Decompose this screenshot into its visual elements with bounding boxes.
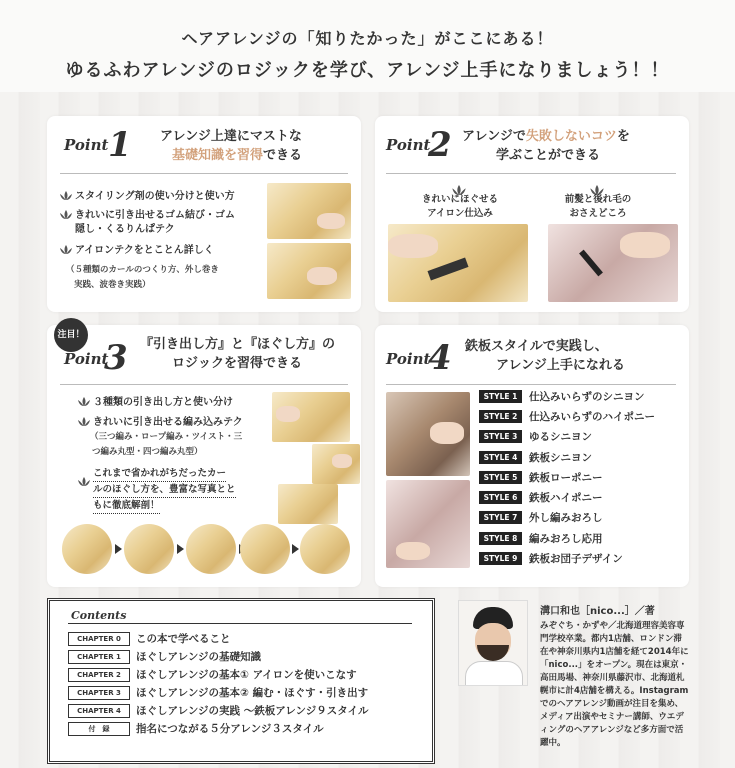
- author-name: 溝口和也［nico...］／著: [540, 606, 655, 617]
- point-2-photo-left: [388, 224, 528, 302]
- point-1-title-line-2: [172, 147, 302, 164]
- point-1-title-rest: できる: [263, 148, 303, 163]
- point-2-number: 2: [428, 125, 452, 165]
- point-2-photo-right: [548, 224, 678, 302]
- point-1-bullet-2: きれいに引き出せるゴム結び・ゴム: [60, 209, 235, 223]
- point-1-photo-bottom: [267, 243, 351, 299]
- point-3-sub-1: （三つ編み・ロープ編み・ツイスト・三: [90, 432, 243, 442]
- style-tag: STYLE 1: [479, 390, 522, 403]
- point-1-title-line-1: アレンジ上達にマストな: [160, 129, 302, 144]
- point-3-number: 3: [104, 338, 128, 378]
- style-name: ゆるシニヨン: [529, 431, 592, 443]
- header-band: [0, 0, 735, 92]
- style-name: 編みおろし応用: [529, 533, 603, 545]
- style-tag: STYLE 7: [479, 511, 522, 524]
- arrow-right-icon: [177, 544, 184, 554]
- point-4-photo-top: [386, 392, 470, 476]
- point-1-number: 1: [108, 125, 132, 165]
- lotus-icon: [78, 471, 90, 490]
- point-4-title-line-2: アレンジ上手になれる: [496, 358, 625, 373]
- point-3-bullet-1: ３種類の引き出し方と使い分け: [78, 396, 233, 410]
- point-3-photo-2: [312, 444, 360, 484]
- point-4-title-line-1: 鉄板スタイルで実践し、: [465, 339, 608, 354]
- point-3-word: Point: [64, 350, 109, 368]
- point-3-emph-3: もに徹底解剖！: [93, 499, 160, 514]
- point-3-rule: [60, 384, 348, 385]
- point-1-bullet-2-cont: 隠し・くるりんぱテク: [75, 224, 175, 235]
- point-3-photo-1: [272, 392, 350, 442]
- chapter-tag: CHAPTER 3: [68, 686, 130, 700]
- point-2-title-line-1: アレンジで失敗しないコツを: [462, 129, 630, 144]
- chapter-tag: CHAPTER 4: [68, 704, 130, 718]
- style-tag: STYLE 9: [479, 552, 522, 565]
- point-1-rule: [60, 173, 348, 174]
- point-3-curl-photo-4: [240, 524, 290, 574]
- chapter-title: この本で学べること: [136, 633, 231, 645]
- point-1-photo-top: [267, 183, 351, 239]
- chapter-title: ほぐしアレンジの基本① アイロンを使いこなす: [136, 669, 357, 681]
- point-3-title-line-2: ロジックを習得できる: [172, 356, 303, 371]
- style-name: 鉄板ハイポニー: [529, 492, 603, 504]
- arrow-right-icon: [115, 544, 122, 554]
- point-2-word: Point: [386, 136, 431, 154]
- style-name: 鉄板ローポニー: [529, 472, 603, 484]
- style-name: 仕込みいらずのシニヨン: [529, 391, 645, 403]
- lotus-icon: [60, 210, 72, 219]
- point-1-sub-1: （５種類のカールのつくり方、外し巻き: [66, 265, 219, 275]
- contents-rule: [68, 623, 412, 624]
- point-2-caption-right-2: おさえどころ: [569, 208, 627, 219]
- point-3-title-line-1: 『引き出し方』と『ほぐし方』の: [140, 337, 336, 352]
- author-photo: [458, 600, 528, 686]
- point-4-word: Point: [386, 350, 431, 368]
- author-bio: みぞぐち・かずや／北海道理容美容専門学校卒業。都内1店舗、ロンドン滞在や神奈川県内1店舗を経て2014年に「nico...」をオープン。現在は東京・高田馬場、神奈川県藤沢市、北海道札幌市に計4店舗を構える。Instagramでのヘアアレンジ動画が注目を集め、メディア出演やセミナー講師、ウエディングのヘアアレンジなど多方面で活躍中。: [540, 621, 689, 748]
- chapter-tag: CHAPTER 1: [68, 650, 130, 664]
- style-tag: STYLE 2: [479, 410, 522, 423]
- point-1-word: Point: [64, 136, 109, 154]
- style-name: 鉄板シニヨン: [529, 452, 592, 464]
- style-tag: STYLE 5: [479, 471, 522, 484]
- point-1-sub-2: 実践、波巻き実践）: [74, 280, 151, 290]
- style-tag: STYLE 4: [479, 451, 522, 464]
- style-name: 鉄板お団子デザイン: [529, 553, 623, 565]
- point-2-title-line-2: 学ぶことができる: [496, 148, 601, 163]
- point-4-number: 4: [428, 338, 452, 378]
- lotus-icon: [60, 191, 72, 200]
- point-3-curl-photo-5: [300, 524, 350, 574]
- point-1-title-highlight: 基礎知識を習得: [172, 148, 264, 163]
- chapter-tag: CHAPTER 2: [68, 668, 130, 682]
- point-1-bullet-3: アイロンテクをとことん詳しく: [60, 244, 214, 258]
- point-3-curl-photo-1: [62, 524, 112, 574]
- chapter-title: ほぐしアレンジの基礎知識: [136, 651, 262, 663]
- point-3-curl-photo-2: [124, 524, 174, 574]
- point-3-badge: 注目！: [54, 318, 88, 352]
- contents-title: Contents: [71, 609, 127, 622]
- style-name: 仕込みいらずのハイポニー: [529, 411, 655, 423]
- chapter-title: ほぐしアレンジの実践 〜鉄板アレンジ９スタイル: [136, 705, 369, 717]
- chapter-tag: 付 録: [68, 722, 130, 736]
- header-line-1: ヘアアレンジの「知りたかった」がここにある！: [181, 29, 554, 48]
- point-3-curl-photo-3: [186, 524, 236, 574]
- style-tag: STYLE 3: [479, 430, 522, 443]
- point-4-photo-bottom: [386, 480, 470, 568]
- chapter-tag: CHAPTER 0: [68, 632, 130, 646]
- point-3-emph-1: これまで省かれがちだったカー: [93, 467, 226, 482]
- point-3-photo-3: [278, 484, 338, 524]
- point-2-caption-right-1: 前髪と後れ毛の: [564, 194, 632, 205]
- point-2-rule: [386, 173, 676, 174]
- style-tag: STYLE 6: [479, 491, 522, 504]
- contents-box: [47, 598, 435, 764]
- lotus-icon: [78, 397, 90, 406]
- arrow-right-icon: [292, 544, 299, 554]
- chapter-title: ほぐしアレンジの基本② 編む・ほぐす・引き出す: [136, 687, 369, 699]
- lotus-icon: [78, 417, 90, 426]
- header-line-2: ゆるふわアレンジのロジックを学び、アレンジ上手になりましょう！！: [65, 60, 670, 81]
- style-name: 外し編みおろし: [529, 512, 603, 524]
- point-2-caption-left-1: きれいにほぐせる: [421, 194, 498, 205]
- chapter-title: 指名につながる５分アレンジ３スタイル: [136, 723, 324, 735]
- point-2-caption-left-2: アイロン仕込み: [427, 208, 493, 219]
- point-3-bullet-2: きれいに引き出せる編み込みテク: [78, 416, 243, 430]
- point-1-bullet-1: スタイリング剤の使い分けと使い方: [60, 190, 235, 204]
- point-3-emph-2: ルのほぐし方を、豊富な写真とと: [93, 483, 236, 498]
- lotus-icon: [60, 245, 72, 254]
- style-tag: STYLE 8: [479, 532, 522, 545]
- point-4-rule: [386, 384, 676, 385]
- point-3-sub-2: つ編み丸型・四つ編み丸型）: [92, 447, 203, 457]
